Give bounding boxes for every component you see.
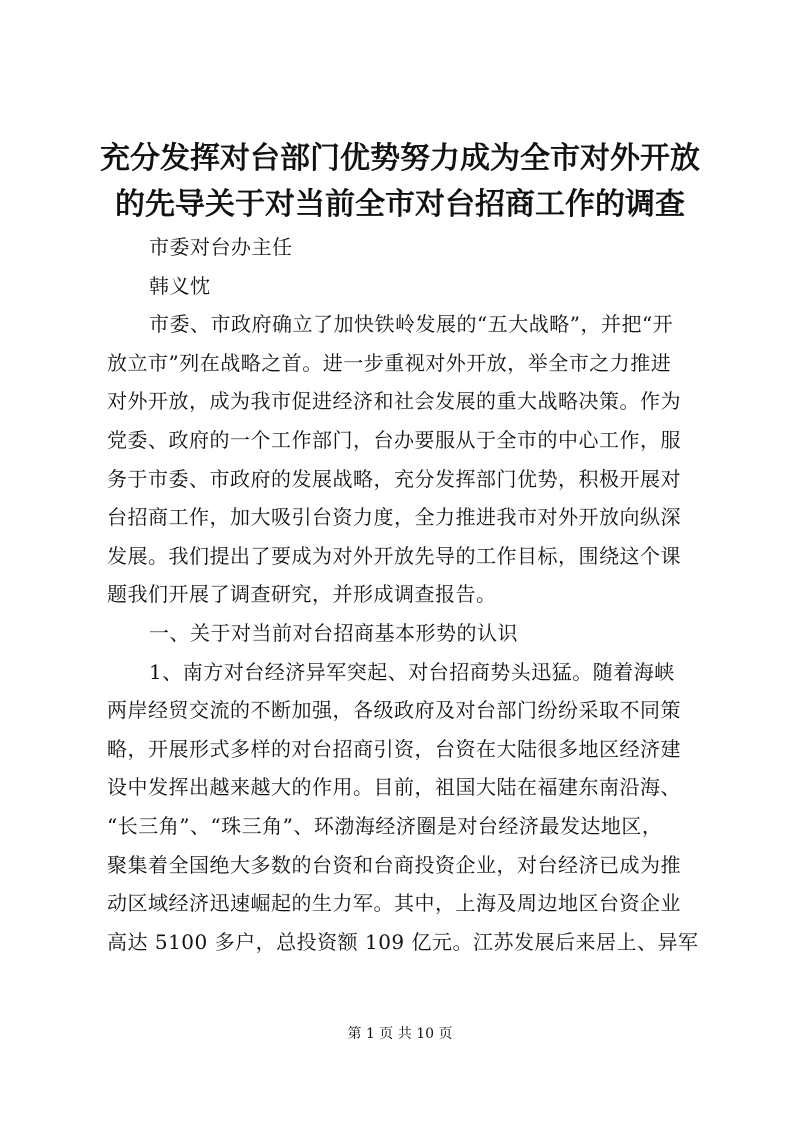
paragraph-1-line: 党委、政府的一个工作部门，台办要服从于全市的中心工作，服	[107, 427, 681, 452]
paragraph-2-line: 动区域经济迅速崛起的生力军。其中，上海及周边地区台资企业	[107, 891, 681, 916]
author-position: 市委对台办主任	[149, 235, 293, 259]
document-body	[107, 228, 717, 961]
paragraph-2-line: 1、南方对台经济异军突起、对台招商势头迅猛。随着海峡	[149, 659, 675, 684]
document-title	[60, 136, 740, 228]
paragraph-2-line: 高达 5100 多户，总投资额 109 亿元。江苏发展后来居上、异军	[107, 929, 699, 954]
paragraph-1-line: 题我们开展了调查研究，并形成调查报告。	[107, 582, 497, 607]
paragraph-1-line: 市委、市政府确立了加快铁岭发展的“五大战略”，并把“开	[149, 312, 674, 337]
paragraph-2-line: 聚集着全国绝大多数的台资和台商投资企业，对台经济已成为推	[107, 852, 681, 877]
paragraph-2-line: “长三角”、“珠三角”、环渤海经济圈是对台经济最发达地区，	[107, 813, 663, 838]
paragraph-1-line: 务于市委、市政府的发展战略，充分发挥部门优势，积极开展对	[107, 466, 681, 491]
title-line-1: 充分发挥对台部门优势努力成为全市对外开放	[100, 141, 700, 176]
title-line-2: 的先导关于对当前全市对台招商工作的调查	[115, 187, 685, 222]
paragraph-2-line: 设中发挥出越来越大的作用。目前，祖国大陆在福建东南沿海、	[107, 775, 681, 800]
paragraph-2-line: 略，开展形式多样的对台招商引资，台资在大陆很多地区经济建	[107, 736, 681, 761]
paragraph-1-line: 台招商工作，加大吸引台资力度，全力推进我市对外开放向纵深	[107, 505, 681, 530]
paragraph-1-line: 放立市”列在战略之首。进一步重视对外开放，举全市之力推进	[107, 350, 672, 375]
author-name: 韩义忱	[149, 273, 211, 298]
page-number-footer: 第 1 页 共 10 页	[347, 1026, 453, 1042]
paragraph-1-line: 发展。我们提出了要成为对外开放先导的工作目标，围绕这个课	[107, 543, 681, 568]
paragraph-1-line: 对外开放，成为我市促进经济和社会发展的重大战略决策。作为	[107, 389, 681, 414]
paragraph-2-line: 两岸经贸交流的不断加强，各级政府及对台部门纷纷采取不同策	[107, 698, 681, 723]
section-heading: 一、关于对当前对台招商基本形势的认识	[149, 620, 518, 645]
